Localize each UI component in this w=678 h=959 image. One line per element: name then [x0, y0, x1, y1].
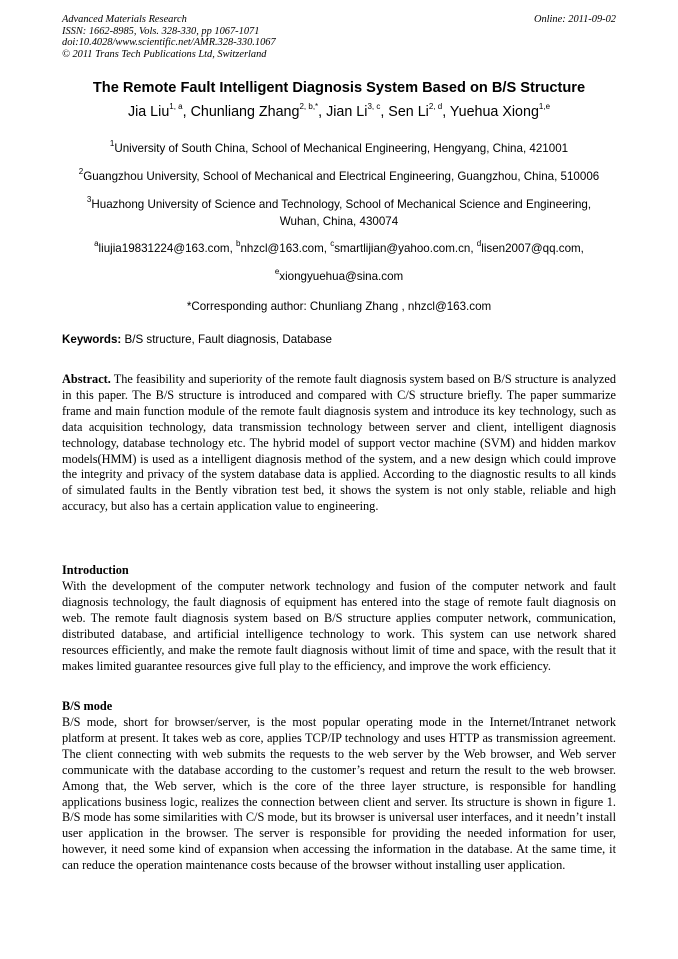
introduction-heading: Introduction [62, 563, 129, 577]
author-name: Sen Li [388, 104, 429, 120]
abstract-text: The feasibility and superiority of the remote fault diagnosis system based on B/S structure is analyzed in this paper. The B/S structure is introduced and compared with C/S structure briefly. The paper summarize frame and main function module of the remote fault diagnosis system and introduce its key technology, such as data acquisition technology, data transmission technology between server and client, intelligent diagnosis technology, database technology etc. The hybrid model of support vector machine (SVM) and hidden markov models(HMM) is used as a intelligent diagnosis method of the system, and a new design which could improve the integrity and privacy of the system database data is applied. According to the diagnostic results to all kinds of simulated faults in the Bently vibration test bed, it shows the system is not only stable, reliable and high accuracy, but also has a certain application value to engineering. [62, 372, 616, 514]
journal-name: Advanced Materials Research [62, 14, 187, 25]
author-superscript: 2, d [428, 102, 443, 112]
email-link[interactable]: smartlijian@yahoo.com.cn, [334, 242, 477, 255]
author-superscript: 1, a [169, 102, 183, 112]
corresponding-author: *Corresponding author: Chunliang Zhang , nhzcl@163.com [186, 300, 492, 313]
journal-header [62, 14, 616, 60]
online-date: Online: 2011-09-02 [533, 14, 616, 25]
author-name: Yuehua Xiong [449, 104, 539, 120]
author-superscript: 3, c [367, 102, 381, 112]
affiliation-1: $^1$University of South China, School of Mechanical Engineering, Hengyang, China, 421001 [109, 139, 569, 155]
keywords-label: Keywords: [62, 333, 122, 346]
bs-mode-text: B/S mode, short for browser/server, is the most popular operating mode in the Internet/Intranet network platform at present. It takes web as core, applies TCP/IP technology and uses HTTP as transmission agreement. The client connecting with web submits the requests to the web server by the Web browser, and Web server communicate with the database according to the customer’s request and return the result to the web browser. Among that, the Web server, which is the core of the three layer structure, is responsible for handling applications business logic, realizes the connection between client and server. Its structure is shown in figure 1. B/S mode has some similarities with C/S mode, but its browser is universal user interfaces, and it needn’t install user application in the browser. The server is responsible for providing the needed information for user, however, it need some kind of expansion when accessing the information in the database. At the same time, it can reduce the operation maintenance costs because of the browser without installing user application. [62, 715, 616, 873]
author-email-e: $^e$xiongyuehua@sina.com [274, 267, 404, 283]
email-link[interactable]: xiongyuehua@sina.com [279, 270, 404, 283]
author-name: Chunliang Zhang [190, 104, 300, 120]
keywords [62, 333, 616, 346]
doi-line: doi:10.4028/www.scientific.net/AMR.328-330.1067 [62, 37, 276, 49]
author-emails: $^a$liujia19831224@163.com, $^b$nhzcl@163.com, $^c$smartlijian@yahoo.com.cn, $^d$lisen2007@qq.com, [94, 239, 584, 255]
abstract [62, 372, 616, 515]
email-link[interactable]: liujia19831224@163.com, [98, 242, 237, 255]
email-link[interactable]: lisen2007@qq.com, [481, 242, 584, 255]
issn-line: ISSN: 1662-8985, Vols. 328-330, pp 1067-1071 [62, 25, 260, 37]
author-name: Jia Liu [127, 104, 170, 120]
copyright-line: © 2011 Trans Tech Publications Ltd, Switzerland [62, 48, 267, 60]
affiliation-3: $^3$Huazhong University of Science and Technology, School of Mechanical Science and Engineering, Wuhan, China, 430074 [86, 195, 592, 228]
author-superscript: 2, b,* [299, 102, 319, 112]
abstract-label: Abstract. [62, 372, 111, 386]
paper-title: The Remote Fault Intelligent Diagnosis System Based on B/S Structure [92, 80, 586, 96]
author-name: Jian Li [326, 104, 368, 120]
author-list: Jia Liu$^{1, a}$, Chunliang Zhang$^{2, b,*}$, Jian Li$^{3, c}$, Sen Li$^{2, d}$, Yuehua Xiong$^{1,e}$ [127, 102, 551, 120]
email-link[interactable]: nhzcl@163.com, [240, 242, 331, 255]
introduction-text: With the development of the computer network technology and fusion of the computer network and fault diagnosis technology, the fault diagnosis of equipment has entered into the stage of remote fault diagnosis on web. The remote fault diagnosis system based on B/S structure applies computer network, communication, distributed database, and artificial intelligence technology to work. This system can use network shared resources efficiently, and make the remote fault diagnosis without limit of time and space, with the result that it makes limited guarantee resources give full play to the efficiency, and improve the work efficiency. [62, 579, 616, 673]
bs-mode-heading: B/S mode [62, 699, 113, 713]
affiliation-2: $^2$Guangzhou University, School of Mechanical and Electrical Engineering, Guangzhou, China, 510006 [78, 167, 600, 183]
author-superscript: 1,e [538, 102, 551, 112]
keywords-text: B/S structure, Fault diagnosis, Database [121, 333, 333, 346]
